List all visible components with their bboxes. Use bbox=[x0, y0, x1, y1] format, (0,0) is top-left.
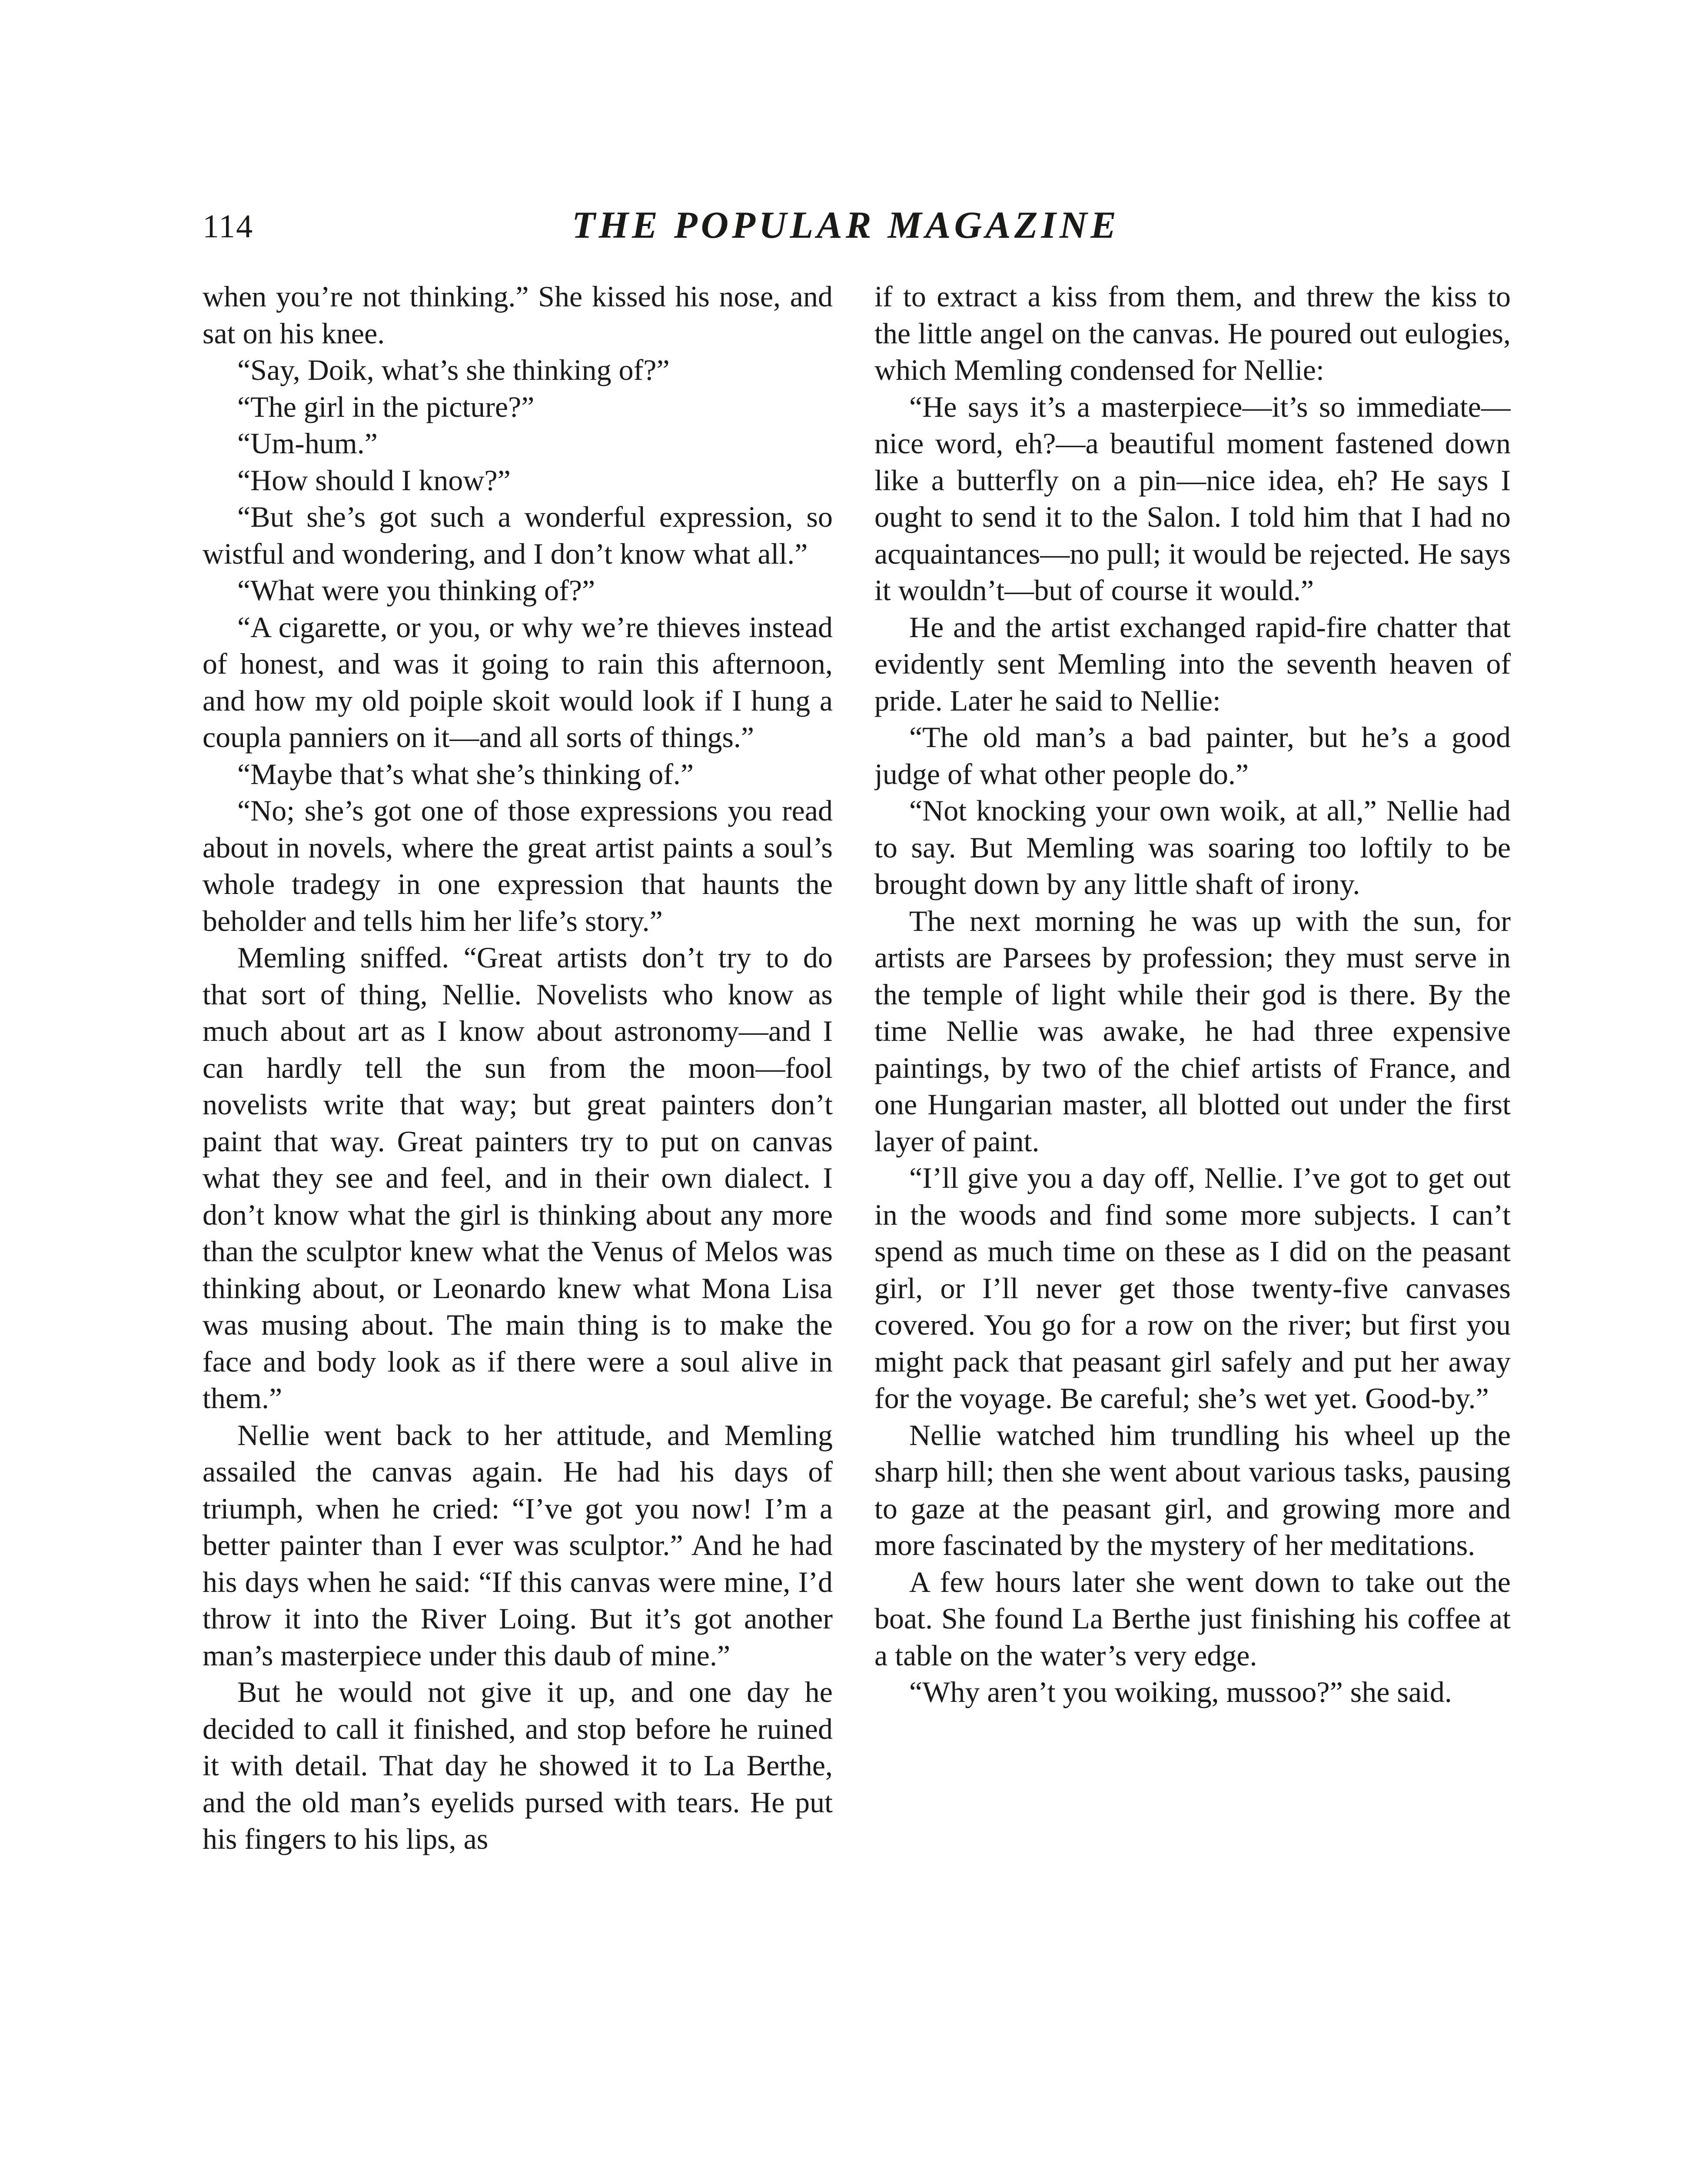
paragraph: “The old man’s a bad painter, but he’s a good judge of what other people do.” bbox=[874, 721, 1511, 791]
paragraph: “Why aren’t you woiking, mussoo?” she said. bbox=[909, 1675, 1452, 1708]
paragraph: “Maybe that’s what she’s thinking of.” bbox=[237, 757, 694, 791]
left-column bbox=[203, 278, 833, 2173]
paragraph: “A cigarette, or you, or why we’re thieves instead of honest, and was it going to rain this afternoon, and how my old poiple skoit would look if I hung a coupla panniers on it—and all sorts of things.” bbox=[203, 610, 833, 754]
paragraph: Nellie watched him trundling his wheel up the sharp hill; then she went about various tasks, pausing to gaze at the peasant girl, and growing more and more fascinated by the mystery of her meditations. bbox=[874, 1418, 1511, 1562]
running-head: THE POPULAR MAGAZINE bbox=[572, 204, 1120, 246]
paragraph: A few hours later she went down to take out the boat. She found La Berthe just finishing his coffee at a table on the water’s very edge. bbox=[874, 1565, 1511, 1672]
paragraph: “Say, Doik, what’s she thinking of?” bbox=[237, 353, 670, 386]
paragraph: “He says it’s a masterpiece—it’s so immediate—nice word, eh?—a beautiful moment fastened down like a butterfly on a pin—nice idea, eh? He says I ought to send it to the Salon. I told him that I had no acquaintances—no pull; it would be rejected. He says it wouldn’t—but of course it would.” bbox=[874, 390, 1511, 607]
right-column bbox=[874, 278, 1511, 2173]
paragraph: But he would not give it up, and one day he decided to call it finished, and stop before he ruined it with detail. That day he showed it to La Berthe, and the old man’s eyelids pursed with tears. He put his fingers to his lips, as bbox=[203, 1675, 833, 1855]
paragraph: “Um-hum.” bbox=[237, 427, 378, 460]
paragraph: “I’ll give you a day off, Nellie. I’ve got to get out in the woods and find some more subjects. I can’t spend as much time on these as I did on the peasant girl, or I’ll never get those twenty-five canvases covered. You go for a row on the river; but first you might pack that peasant girl safely and put her away for the voyage. Be careful; she’s wet yet. Good-by.” bbox=[874, 1161, 1511, 1415]
page-number: 114 bbox=[203, 208, 254, 245]
paragraph: when you’re not thinking.” She kissed his nose, and sat on his knee. bbox=[203, 280, 833, 350]
paragraph: “Not knocking your own woik, at all,” Nellie had to say. But Memling was soaring too loftily to be brought down by any little shaft of irony. bbox=[874, 794, 1511, 900]
paragraph: “The girl in the picture?” bbox=[237, 390, 535, 423]
paragraph: “But she’s got such a wonderful expression, so wistful and wondering, and I don’t know what all.” bbox=[203, 500, 833, 570]
paragraph: if to extract a kiss from them, and threw the kiss to the little angel on the canvas. He poured out eulogies, which Memling condensed for Nellie: bbox=[874, 280, 1511, 386]
paragraph: Nellie went back to her attitude, and Memling assailed the canvas again. He had his days of triumph, when he cried: “I’ve got you now! I’m a better painter than I ever was sculptor.” And he had his days when he said: “If this canvas were mine, I’d throw it into the River Loing. But it’s got another man’s masterpiece under this daub of mine.” bbox=[203, 1418, 833, 1672]
paragraph: The next morning he was up with the sun, for artists are Parsees by profession; they must serve in the temple of light while their god is there. By the time Nellie was awake, he had three expensive paintings, by two of the chief artists of France, and one Hungarian master, all blotted out under the first layer of paint. bbox=[874, 904, 1511, 1158]
paragraph: He and the artist exchanged rapid-fire chatter that evidently sent Memling into the seventh heaven of pride. Later he said to Nellie: bbox=[874, 610, 1511, 717]
page-header bbox=[203, 203, 1511, 264]
paragraph: “What were you thinking of?” bbox=[237, 574, 595, 607]
paragraph: Memling sniffed. “Great artists don’t try to do that sort of thing, Nellie. Novelists who know as much about art as I know about astronomy—and I can hardly tell the sun from the moon—fool novelists write that way; but great painters don’t paint that way. Great painters try to put on canvas what they see and feel, and in their own dialect. I don’t know what the girl is thinking about any more than the sculptor knew what the Venus of Melos was thinking about, or Leonardo knew what Mona Lisa was musing about. The main thing is to make the face and body look as if there were a soul alive in them.” bbox=[203, 941, 833, 1415]
paragraph: “How should I know?” bbox=[237, 463, 511, 497]
paragraph: “No; she’s got one of those expressions you read about in novels, where the great artist paints a soul’s whole tradegy in one expression that haunts the beholder and tells him her life’s story.” bbox=[203, 794, 833, 937]
